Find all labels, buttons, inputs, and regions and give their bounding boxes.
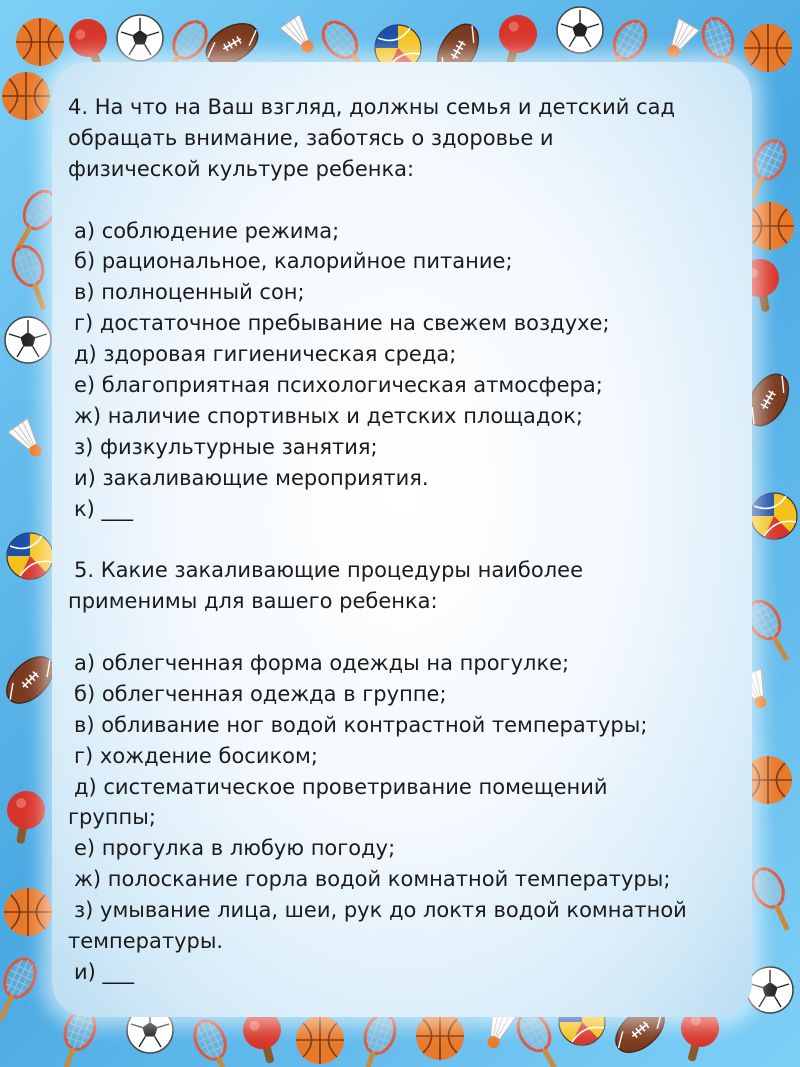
answer-option: ж) полоскание горла водой комнатной температуры;: [74, 867, 671, 892]
basketball-icon: [296, 1016, 344, 1064]
basketball-icon: [16, 18, 64, 66]
answer-option-blank: к) ___: [74, 496, 134, 521]
answer-option: б) рациональное, калорийное питание;: [74, 249, 513, 274]
badminton-shuttlecock-icon: [660, 18, 699, 62]
answer-option: е) благоприятная психологическая атмосфера;: [74, 373, 603, 398]
answer-option: б) облегченная одежда в группе;: [74, 681, 447, 706]
answer-option: в) обливание ног водой контрастной температуры;: [74, 712, 648, 737]
football-icon: [557, 7, 603, 53]
badminton-shuttlecock-icon: [280, 14, 321, 58]
answer-option: г) хождение босиком;: [74, 743, 318, 768]
tennis-racket-icon: [0, 954, 41, 1026]
answer-option: д) здоровая гигиеническая среда;: [74, 342, 457, 367]
tennis-racket-icon: [189, 1016, 242, 1067]
basketball-icon: [2, 72, 50, 120]
answer-option: г) достаточное пребывание на свежем воздухе;: [74, 311, 610, 336]
question-title-line: 5. Какие закаливающие процедуры наиболее: [74, 558, 583, 583]
answer-option: а) облегченная форма одежды на прогулке;: [74, 651, 570, 676]
question-title-line: физической культуре ребенка:: [68, 156, 415, 181]
tennis-racket-icon: [8, 242, 57, 314]
badminton-shuttlecock-icon: [8, 418, 49, 462]
football-icon: [747, 967, 793, 1013]
volleyball-icon: [751, 493, 797, 539]
basketball-icon: [416, 1012, 464, 1060]
basketball-icon: [744, 24, 792, 72]
tennis-racket-icon: [747, 864, 800, 936]
answer-option: ж) наличие спортивных и детских площадок;: [74, 403, 583, 428]
answer-option: а) соблюдение режима;: [74, 218, 340, 243]
questionnaire-text: [68, 92, 748, 988]
question-title-line: применимы для вашего ребенка:: [68, 589, 438, 614]
answer-option-blank: и) ___: [74, 959, 135, 984]
answer-option: д) систематическое проветривание помещений: [74, 774, 608, 799]
answer-option-continuation: группы;: [68, 805, 156, 830]
tennis-racket-icon: [351, 1010, 400, 1067]
basketball-icon: [746, 202, 794, 250]
answer-option: з) умывание лица, шеи, рук до локтя водой комнатной: [74, 898, 687, 923]
answer-option: е) прогулка в любую погоду;: [74, 836, 396, 861]
ping-pong-paddle-icon: [1, 788, 48, 847]
answer-option-continuation: температуры.: [68, 929, 224, 954]
answer-option: и) закаливающие мероприятия.: [74, 465, 429, 490]
answer-option: в) полноценный сон;: [74, 280, 305, 305]
volleyball-icon: [7, 533, 53, 579]
question-4: [68, 92, 748, 524]
football-icon: [5, 317, 51, 363]
answer-option: з) физкультурные занятия;: [74, 434, 378, 459]
football-icon: [117, 15, 163, 61]
question-title-line: 4. На что на Ваш взгляд, должны семья и детский сад: [68, 95, 675, 119]
basketball-icon: [4, 888, 52, 936]
question-5: [68, 555, 748, 987]
question-title-line: обращать внимание, заботясь о здоровье и: [68, 125, 554, 150]
